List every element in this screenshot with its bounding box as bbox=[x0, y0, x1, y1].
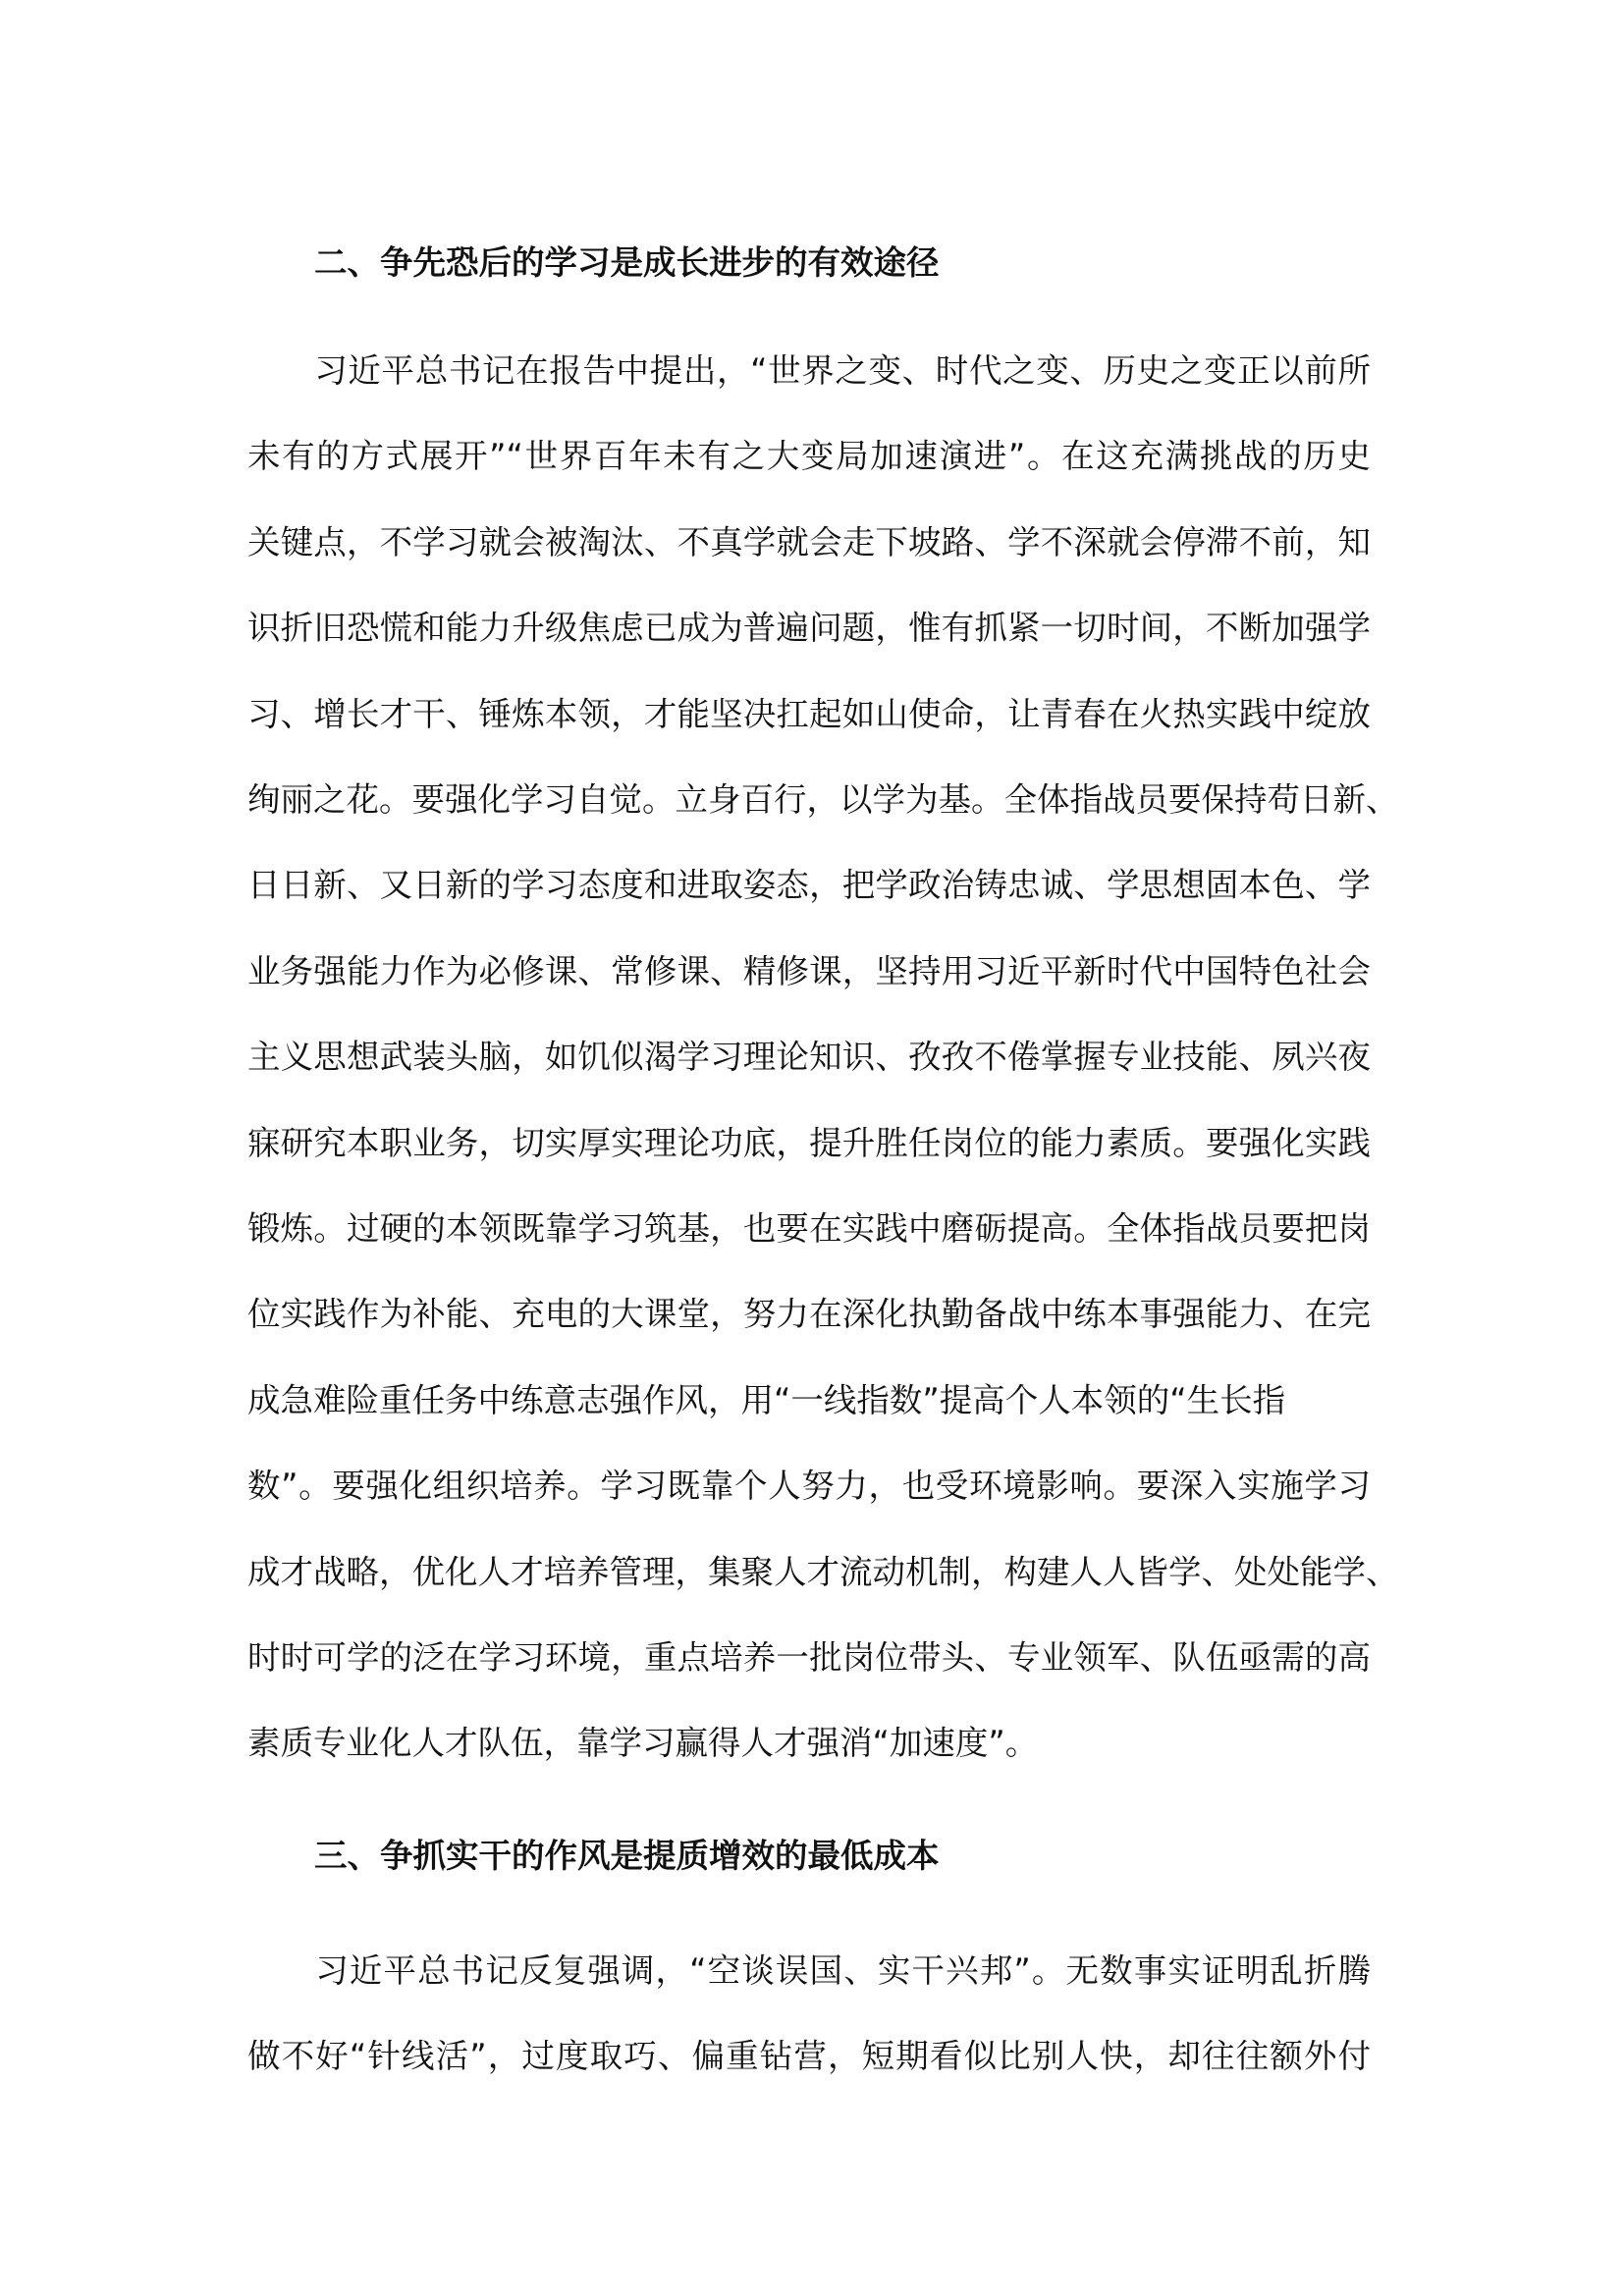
paragraph-line: 习近平总书记反复强调，“空谈误国、实干兴邦”。无数事实证明乱折腾 bbox=[247, 1951, 1371, 1990]
section-heading: 二、争先恐后的学习是成长进步的有效途径 bbox=[314, 243, 940, 282]
paragraph-line: 习、增长才干、锤炼本领，才能坚决扛起如山使命，让青春在火热实践中绽放 bbox=[247, 694, 1371, 733]
paragraph-line: 数”。要强化组织培养。学习既靠个人努力，也受环境影响。要深入实施学习 bbox=[247, 1467, 1371, 1506]
paragraph-line: 习近平总书记在报告中提出，“世界之变、时代之变、历史之变正以前所 bbox=[247, 351, 1371, 390]
paragraph-line: 成才战略，优化人才培养管理，集聚人才流动机制，构建人人皆学、处处能学、 bbox=[247, 1552, 1399, 1591]
paragraph-line: 时时可学的泛在学习环境，重点培养一批岗位带头、专业领军、队伍亟需的高 bbox=[247, 1638, 1371, 1677]
paragraph-line: 锻炼。过硬的本领既靠学习筑基，也要在实践中磨砺提高。全体指战员要把岗 bbox=[247, 1209, 1371, 1248]
paragraph-line: 识折旧恐慌和能力升级焦虑已成为普遍问题，惟有抓紧一切时间，不断加强学 bbox=[247, 609, 1371, 648]
paragraph-line: 绚丽之花。要强化学习自觉。立身百行，以学为基。全体指战员要保持苟日新、 bbox=[247, 780, 1399, 819]
paragraph-line: 寐研究本职业务，切实厚实理论功底，提升胜任岗位的能力素质。要强化实践 bbox=[247, 1123, 1371, 1162]
paragraph-line: 主义思想武装头脑，如饥似渴学习理论知识、孜孜不倦掌握专业技能、夙兴夜 bbox=[247, 1038, 1371, 1077]
section-heading: 三、争抓实干的作风是提质增效的最低成本 bbox=[314, 1837, 940, 1875]
paragraph-line: 关键点，不学习就会被淘汰、不真学就会走下坡路、学不深就会停滞不前，知 bbox=[247, 522, 1371, 561]
paragraph-line: 业务强能力作为必修课、常修课、精修课，坚持用习近平新时代中国特色社会 bbox=[247, 951, 1371, 990]
paragraph-line: 成急难险重任务中练意志强作风，用“一线指数”提高个人本领的“生长指 bbox=[247, 1380, 1286, 1419]
paragraph-line: 位实践作为补能、充电的大课堂，努力在深化执勤备战中练本事强能力、在完 bbox=[247, 1295, 1371, 1334]
paragraph-line: 做不好“针线活”，过度取巧、偏重钻营，短期看似比别人快，却往往额外付 bbox=[247, 2037, 1371, 2076]
paragraph-line: 素质专业化人才队伍，靠学习赢得人才强消“加速度”。 bbox=[247, 1724, 1039, 1763]
paragraph-line: 日日新、又日新的学习态度和进取姿态，把学政治铸忠诚、学思想固本色、学 bbox=[247, 866, 1371, 905]
paragraph-line: 未有的方式展开”“世界百年未有之大变局加速演进”。在这充满挑战的历史 bbox=[247, 437, 1371, 476]
